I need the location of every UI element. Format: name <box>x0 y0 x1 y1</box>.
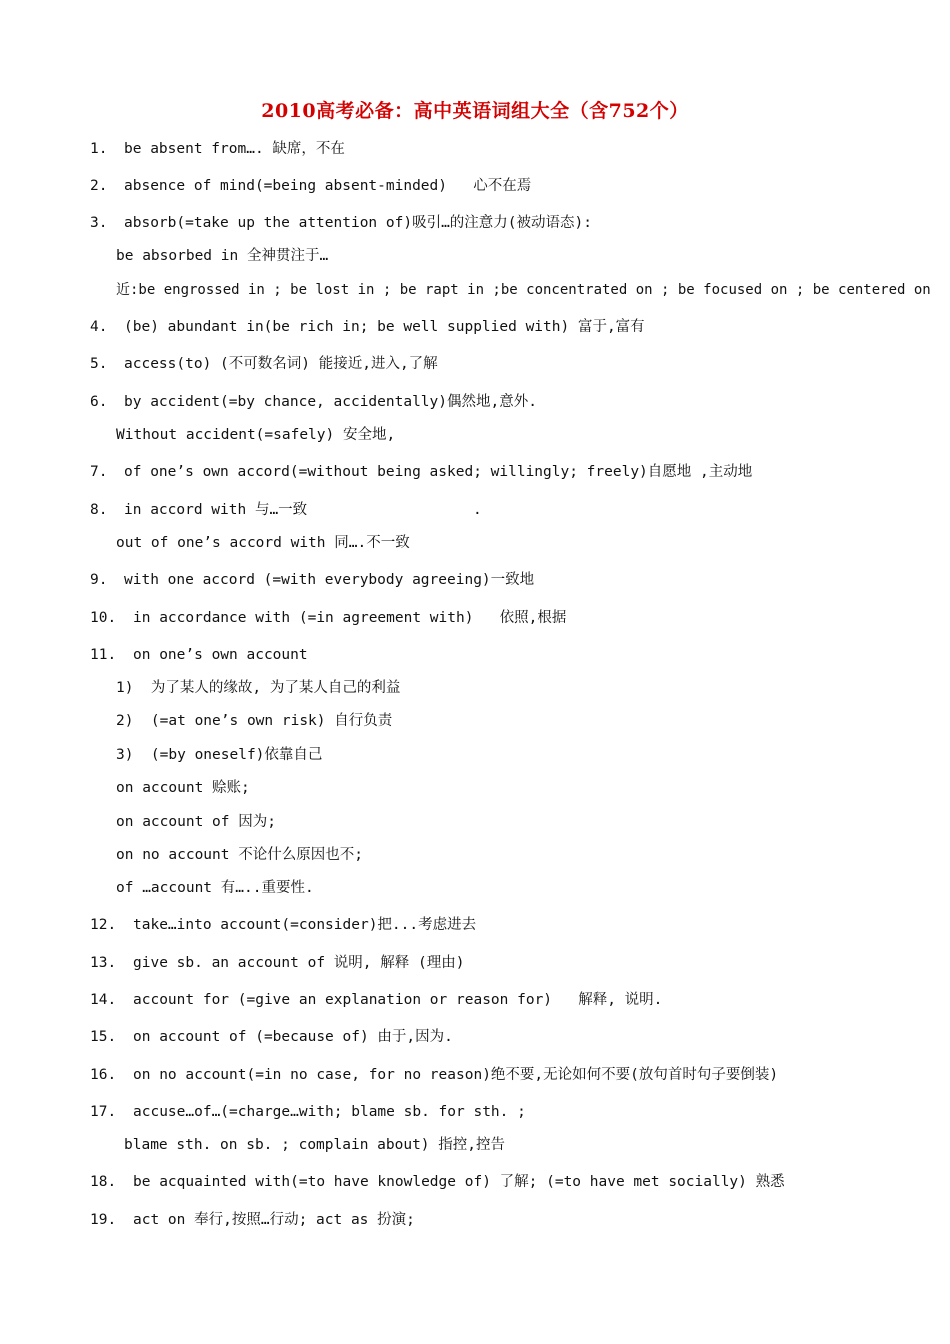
phrase-line: access(to) (不可数名词) 能接近,进入,了解 <box>124 356 438 372</box>
phrase-line: by accident(=by chance, accidentally)偶然地,意外. <box>124 394 537 410</box>
phrase-line: give sb. an account of 说明, 解释 (理由) <box>133 955 465 971</box>
phrase-subline: of …account 有…..重要性. <box>116 880 314 896</box>
item-number: 17. <box>90 1104 117 1120</box>
phrase-line: account for (=give an explanation or reason for) 解释, 说明. <box>133 992 663 1008</box>
item-number: 10. <box>90 610 117 626</box>
item-number: 18. <box>90 1174 117 1190</box>
phrase-line: of one’s own accord(=without being asked; willingly; freely)自愿地 ,主动地 <box>124 464 753 480</box>
item-number: 4. <box>90 319 108 335</box>
phrase-line: be absent from…. 缺席，不在 <box>124 141 345 157</box>
phrase-subline: 1) 为了某人的缘故, 为了某人自己的利益 <box>116 680 401 696</box>
phrase-subline: out of one’s accord with 同….不一致 <box>116 535 410 551</box>
phrase-line: act on 奉行,按照…行动; act as 扮演; <box>133 1212 415 1228</box>
phrase-subline: on account 赊账; <box>116 780 250 796</box>
item-number: 19. <box>90 1212 117 1228</box>
item-number: 13. <box>90 955 117 971</box>
phrase-line: on one’s own account <box>133 647 308 663</box>
phrase-subline: 3) (=by oneself)依靠自己 <box>116 747 323 763</box>
phrase-subline: 近:be engrossed in ; be lost in ; be rapt in ;be concentrated on ; be focused on ; be centered on <box>116 282 931 298</box>
phrase-subline: on no account 不论什么原因也不; <box>116 847 363 863</box>
phrase-line: on no account(=in no case, for no reason)绝不要,无论如何不要(放句首时句子要倒装) <box>133 1067 779 1083</box>
item-number: 8. <box>90 502 108 518</box>
phrase-line: absence of mind(=being absent-minded) 心不在焉 <box>124 178 532 194</box>
item-number: 15. <box>90 1029 117 1045</box>
phrase-line: with one accord (=with everybody agreeing)一致地 <box>124 572 535 588</box>
item-number: 11. <box>90 647 117 663</box>
phrase-line: accuse…of…(=charge…with; blame sb. for sth. ; <box>133 1104 526 1120</box>
item-number: 9. <box>90 572 108 588</box>
phrase-subline: on account of 因为; <box>116 814 276 830</box>
phrase-line: absorb(=take up the attention of)吸引…的注意力(被动语态): <box>124 215 592 231</box>
item-number: 7. <box>90 464 108 480</box>
phrase-line: take…into account(=consider)把...考虑进去 <box>133 917 477 933</box>
phrase-line: be acquainted with(=to have knowledge of) 了解; (=to have met socially) 熟悉 <box>133 1174 785 1190</box>
phrase-subline: 2) (=at one’s own risk) 自行负责 <box>116 713 393 729</box>
phrase-line: in accord with 与…一致 . <box>124 502 482 518</box>
item-number: 5. <box>90 356 108 372</box>
phrase-line: on account of (=because of) 由于,因为. <box>133 1029 453 1045</box>
item-number: 6. <box>90 394 108 410</box>
page-title: 2010高考必备：高中英语词组大全（含752个） <box>261 100 689 122</box>
phrase-line: (be) abundant in(be rich in; be well supplied with) 富于,富有 <box>124 319 645 335</box>
item-number: 12. <box>90 917 117 933</box>
phrase-subline: blame sth. on sb. ; complain about) 指控,控告 <box>124 1137 505 1153</box>
item-number: 16. <box>90 1067 117 1083</box>
phrase-line: in accordance with (=in agreement with) 依照,根据 <box>133 610 567 626</box>
item-number: 2. <box>90 178 108 194</box>
item-number: 3. <box>90 215 108 231</box>
phrase-subline: be absorbed in 全神贯注于… <box>116 248 329 264</box>
phrase-subline: Without accident(=safely) 安全地, <box>116 427 396 443</box>
item-number: 1. <box>90 141 108 157</box>
item-number: 14. <box>90 992 117 1008</box>
